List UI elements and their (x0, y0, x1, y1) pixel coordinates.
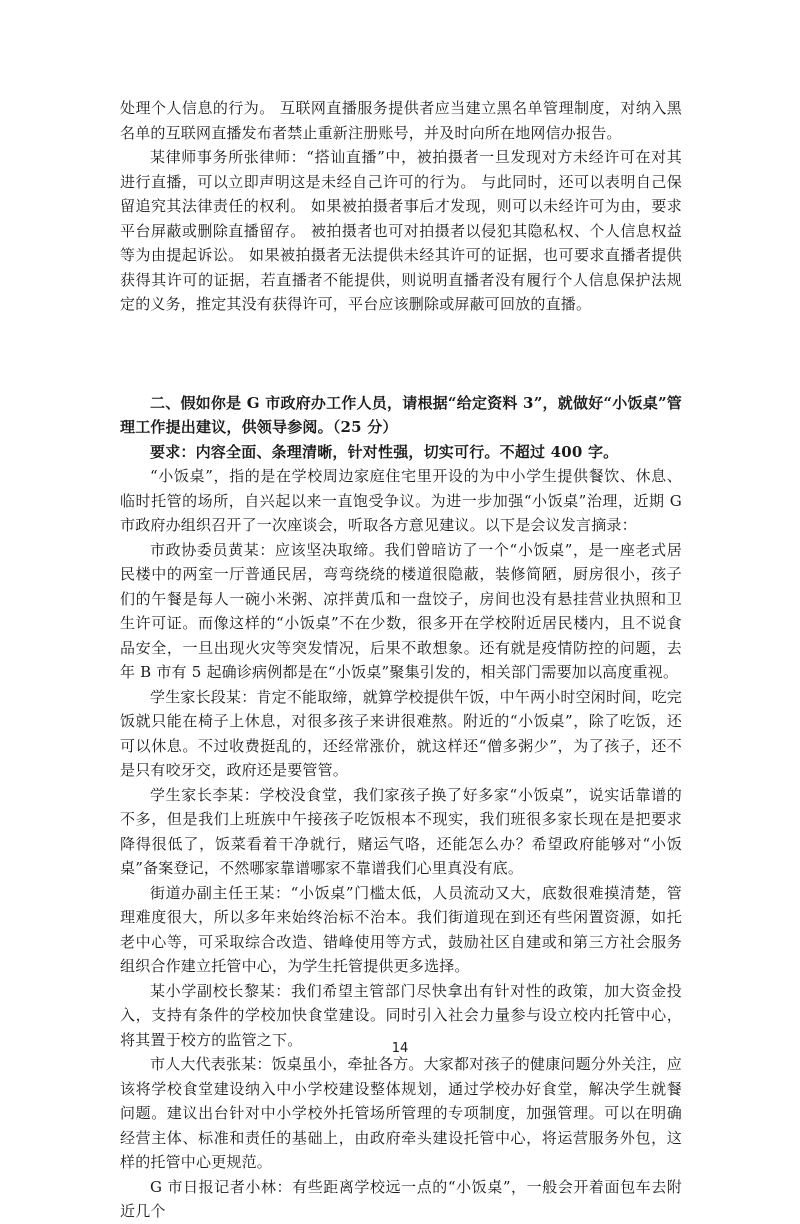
paragraph-street-office: 街道办副主任王某：“小饭桌”门槛太低，人员流动又大，底数很难摸清楚，管理难度很大，所以多年来始终治标不治本。我们街道现在到还有些闲置资源，如托老中心等，可采取综合改造、错峰使用等方式，鼓励社区自建或和第三方社会服务组织合作建立托管中心，为学生托管提供更多选择。 (120, 883, 682, 975)
paragraph-npc-deputy: 市人大代表张某：饭桌虽小，牵扯各方。大家都对孩子的健康问题分外关注，应该将学校食堂建设纳入中小学校建设整体规划，通过学校办好食堂，解决学生就餐问题。建议出台针对中小学校外托管场所管理的专项制度，加强管理。可以在明确经营主体、标准和责任的基础上，由政府牵头建设托管中心，将运营服务外包，这样的托管中心更规范。 (120, 1055, 683, 1171)
section-gap (120, 317, 682, 391)
paragraph-continuation: 处理个人信息的行为。 互联网直播服务提供者应当建立黑名单管理制度，对纳入黑名单的互联网直播发布者禁止重新注册账号，并及时向所在地网信办报告。 (120, 99, 682, 142)
paragraph-parent-duan: 学生家长段某：肯定不能取缔，就算学校提供午饭，中午两小时空闲时间，吃完饭就只能在椅子上休息，对很多孩子来讲很难熬。附近的“小饭桌”，除了吃饭，还可以休息。不过收费挺乱的，还经常涨价，就这样还“僧多粥少”，为了孩子，还不是只有咬牙交，政府还是要管管。 (120, 687, 683, 779)
paragraph-lawyer-opinion: 某律师事务所张律师：“搭讪直播”中，被拍摄者一旦发现对方未经许可在对其进行直播，可以立即声明这是未经自己许可的行为。 与此同时，还可以表明自己保留追究其法律责任的权利。 如果被拍摄者事后才发现，则可以未经许可为由，要求平台屏蔽或删除直播留存。 被拍摄者也可对拍摄者以侵犯其隐私权、个人信息权益等为由提起诉讼。 如果被拍摄者无法提供未经其许可的证据，也可要求直播者提供获得其许可的证据，若直播者不能提供，则说明直播者没有履行个人信息保护法规定的义务，推定其没有获得许可，平台应该删除或屏蔽可回放的直播。 (120, 148, 682, 313)
paragraph-vice-principal: 某小学副校长黎某：我们希望主管部门尽快拿出有针对性的政策，加大资金投入，支持有条件的学校加快食堂建设。同时引入社会力量参与设立校内托管中心，将其置于校方的监管之下。 (120, 981, 682, 1049)
paragraph-reporter: G 市日报记者小林：有些距离学校远一点的“小饭桌”，一般会开着面包车去附近几个 (120, 1177, 682, 1220)
question-requirement: 要求：内容全面、条理清晰，针对性强，切实可行。不超过 400 字。 (150, 442, 619, 461)
paragraph-parent-li: 学生家长李某：学校没食堂，我们家孩子换了好多家“小饭桌”，说实话靠谱的不多，但是我们上班族中午接孩子吃饭根本不现实，我们班很多家长现在是把要求降得很低了，饭菜看着干净就行，赌运气咯，还能怎么办？希望政府能够对“小饭桌”备案登记，不然哪家靠谱哪家不靠谱我们心里真没有底。 (120, 785, 682, 877)
paragraph-intro: “小饭桌”，指的是在学校周边家庭住宅里开设的为中小学生提供餐饮、休息、临时托管的场所，自兴起以来一直饱受争议。为进一步加强“小饭桌”治理，近期 G 市政府办组织召开了一次座谈会，听取各方意见建议。以下是会议发言摘录： (120, 467, 682, 534)
question-heading: 二、假如你是 G 市政府办工作人员，请根据“给定资料 3”，就做好“小饭桌”管理工作提出建议，供领导参阅。（25 分） (120, 393, 682, 436)
page-number: 14 (391, 1041, 409, 1056)
paragraph-cppcc-member: 市政协委员黄某：应该坚决取缔。我们曾暗访了一个“小饭桌”，是一座老式居民楼中的两室一厅普通民居，弯弯绕绕的楼道很隐蔽，装修简陋，厨房很小，孩子们的午餐是每人一碗小米粥、凉拌黄瓜和一盘饺子，房间也没有悬挂营业执照和卫生许可证。而像这样的“小饭桌”不在少数，很多开在学校附近居民楼内，且不说食品安全，一旦出现火灾等突发情况，后果不敢想象。还有就是疫情防控的问题，去年 B 市有 5 起确诊病例都是在“小饭桌”聚集引发的，相关部门需要加以高度重视。 (120, 540, 682, 681)
